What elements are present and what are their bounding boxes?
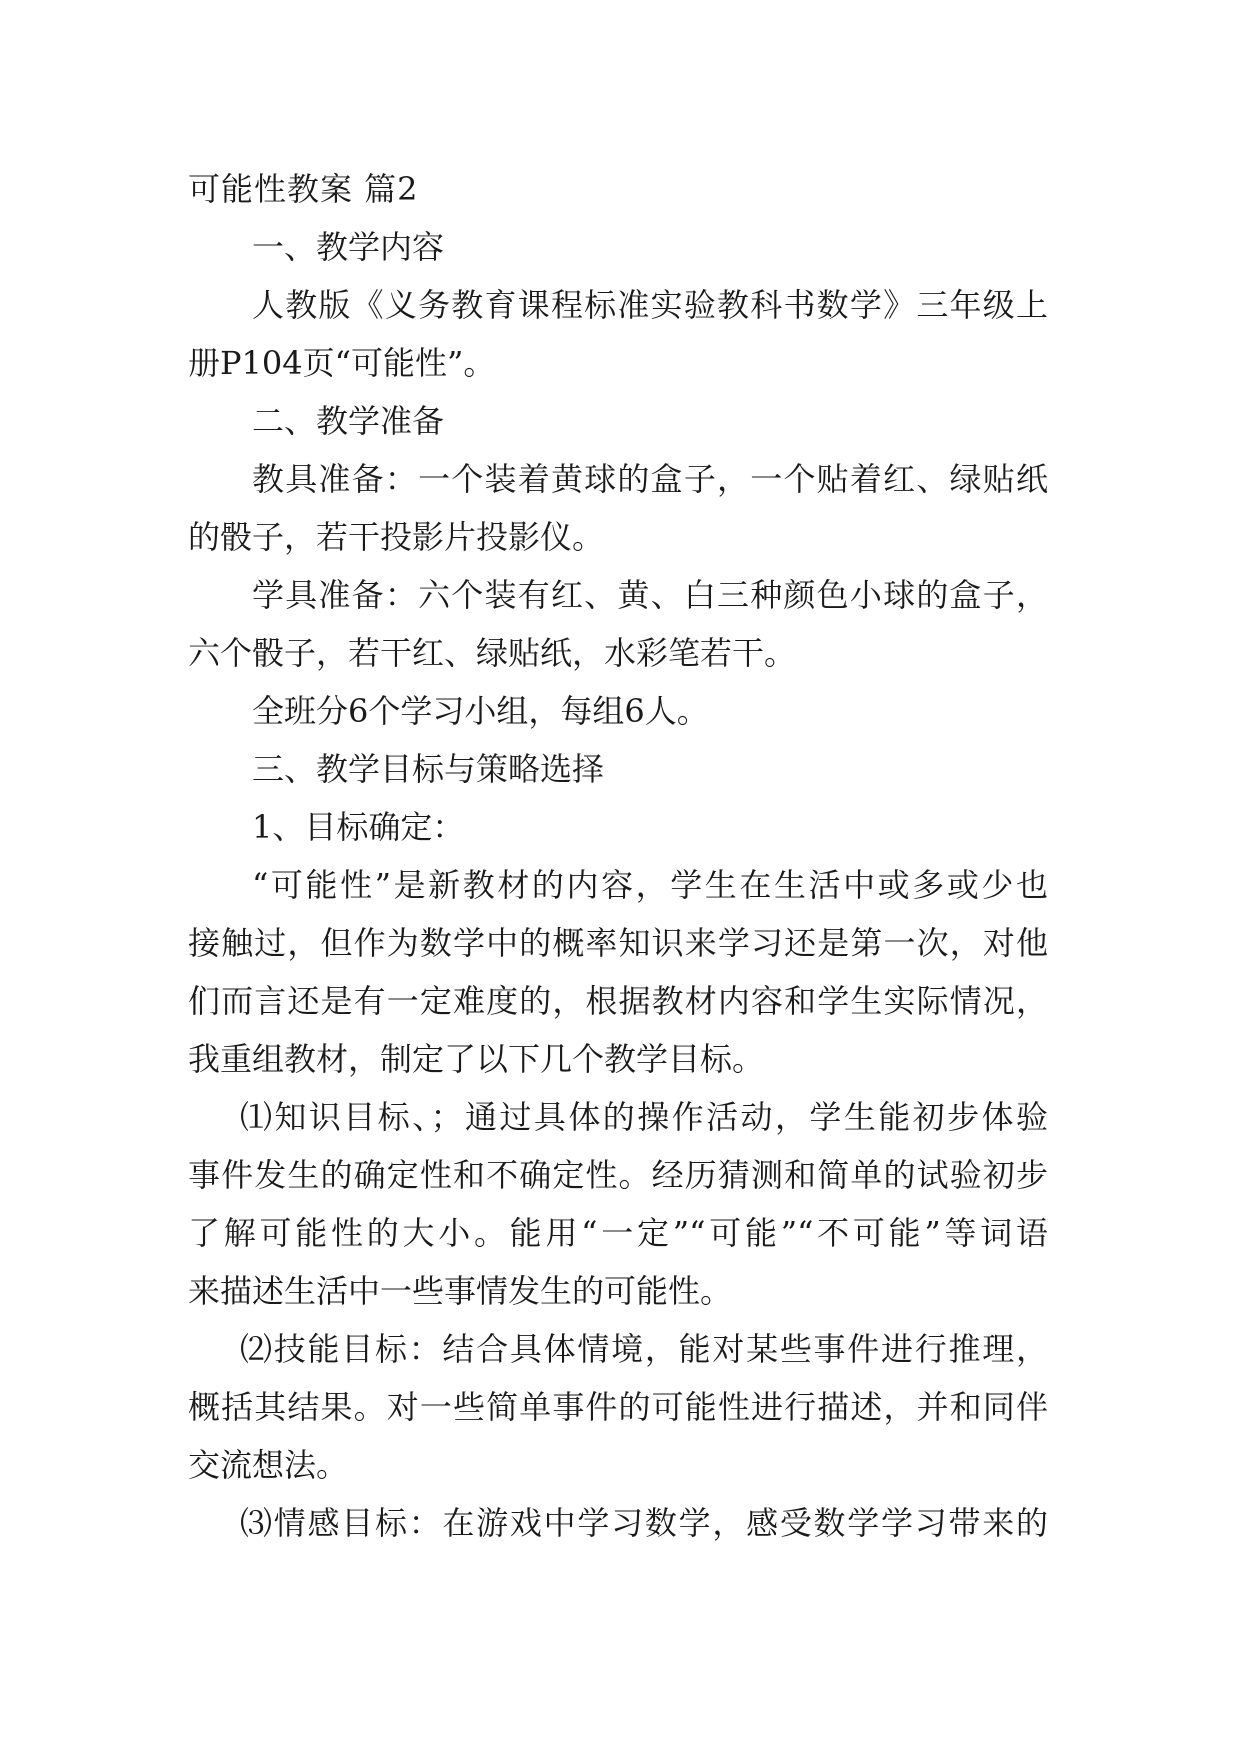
paragraph-line: 一、教学内容: [252, 228, 445, 266]
paragraph-line: 二、教学准备: [252, 402, 445, 440]
paragraph-line: ⑶情感目标：在游戏中学习数学，感受数学学习带来的: [240, 1504, 1048, 1542]
paragraph-line: 1、目标确定：: [252, 808, 465, 846]
paragraph-line: 册P104页“可能性”。: [188, 344, 496, 382]
document-title: 可能性教案 篇2: [188, 170, 419, 208]
document-page: [188, 160, 1048, 1552]
paragraph-line: 了解可能性的大小。能用“一定”“可能”“不可能”等词语: [188, 1214, 1048, 1252]
paragraph-line: ⑴知识目标、；通过具体的操作活动，学生能初步体验: [240, 1098, 1048, 1136]
paragraph-line: 事件发生的确定性和不确定性。经历猜测和简单的试验初步: [188, 1156, 1048, 1194]
paragraph-line: 学具准备：六个装有红、黄、白三种颜色小球的盒子，: [252, 576, 1048, 614]
paragraph-line: 交流想法。: [188, 1446, 349, 1484]
paragraph-line: ⑵技能目标：结合具体情境，能对某些事件进行推理，: [240, 1330, 1048, 1368]
document-body: [188, 218, 1048, 1552]
paragraph-line: 教具准备：一个装着黄球的盒子，一个贴着红、绿贴纸: [252, 460, 1048, 498]
paragraph-line: 三、教学目标与策略选择: [252, 750, 605, 788]
paragraph-line: 我重组教材，制定了以下几个教学目标。: [188, 1040, 765, 1078]
paragraph-line: “可能性”是新教材的内容，学生在生活中或多或少也: [252, 866, 1048, 904]
paragraph-line: 来描述生活中一些事情发生的可能性。: [188, 1272, 733, 1310]
paragraph-line: 概括其结果。对一些简单事件的可能性进行描述，并和同伴: [188, 1388, 1048, 1426]
paragraph-line: 的骰子，若干投影片投影仪。: [188, 518, 605, 556]
paragraph-line: 人教版《义务教育课程标准实验教科书数学》三年级上: [252, 286, 1048, 324]
paragraph-line: 全班分6个学习小组，每组6人。: [252, 692, 709, 730]
paragraph-line: 们而言还是有一定难度的，根据教材内容和学生实际情况，: [188, 982, 1048, 1020]
paragraph-line: 接触过，但作为数学中的概率知识来学习还是第一次，对他: [188, 924, 1048, 962]
paragraph-line: 六个骰子，若干红、绿贴纸，水彩笔若干。: [188, 634, 797, 672]
